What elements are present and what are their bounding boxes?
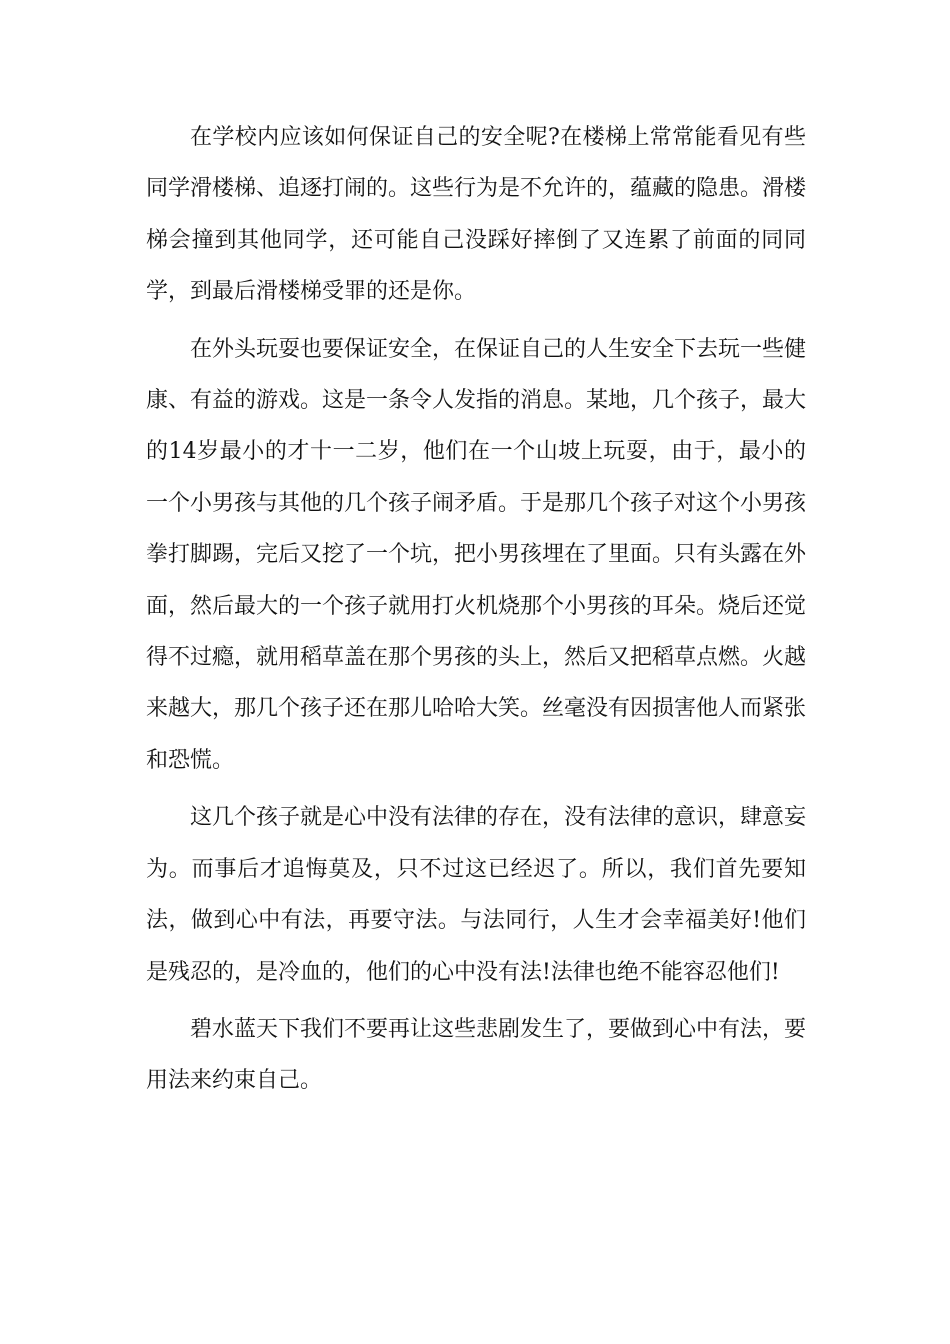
paragraph-1: 在学校内应该如何保证自己的安全呢?在楼梯上常常能看见有些同学滑楼梯、追逐打闹的。这些行为是不允许的，蕴藏的隐患。滑楼梯会撞到其他同学，还可能自己没踩好摔倒了又连累了前面的同同学，到最后滑楼梯受罪的还是你。 bbox=[146, 125, 807, 305]
paragraph-3: 这几个孩子就是心中没有法律的存在，没有法律的意识，肆意妄为。而事后才追悔莫及，只不过这已经迟了。所以，我们首先要知法，做到心中有法，再要守法。与法同行，人生才会幸福美好!他们是残忍的，是冷血的，他们的心中没有法!法律也绝不能容忍他们! bbox=[146, 805, 807, 985]
document-body bbox=[146, 112, 806, 1113]
paragraph-4: 碧水蓝天下我们不要再让这些悲剧发生了，要做到心中有法，要用法来约束自己。 bbox=[146, 1016, 807, 1094]
paragraph-2: 在外头玩耍也要保证安全，在保证自己的人生安全下去玩一些健康、有益的游戏。这是一条令人发指的消息。某地，几个孩子，最大的14岁最小的才十一二岁，他们在一个山坡上玩耍，由于，最小的一个小男孩与其他的几个孩子闹矛盾。于是那几个孩子对这个小男孩拳打脚踢，完后又挖了一个坑，把小男孩埋在了里面。只有头露在外面，然后最大的一个孩子就用打火机烧那个小男孩的耳朵。烧后还觉得不过瘾，就用稻草盖在那个男孩的头上，然后又把稻草点燃。火越来越大，那几个孩子还在那儿哈哈大笑。丝毫没有因损害他人而紧张和恐慌。 bbox=[146, 336, 807, 773]
